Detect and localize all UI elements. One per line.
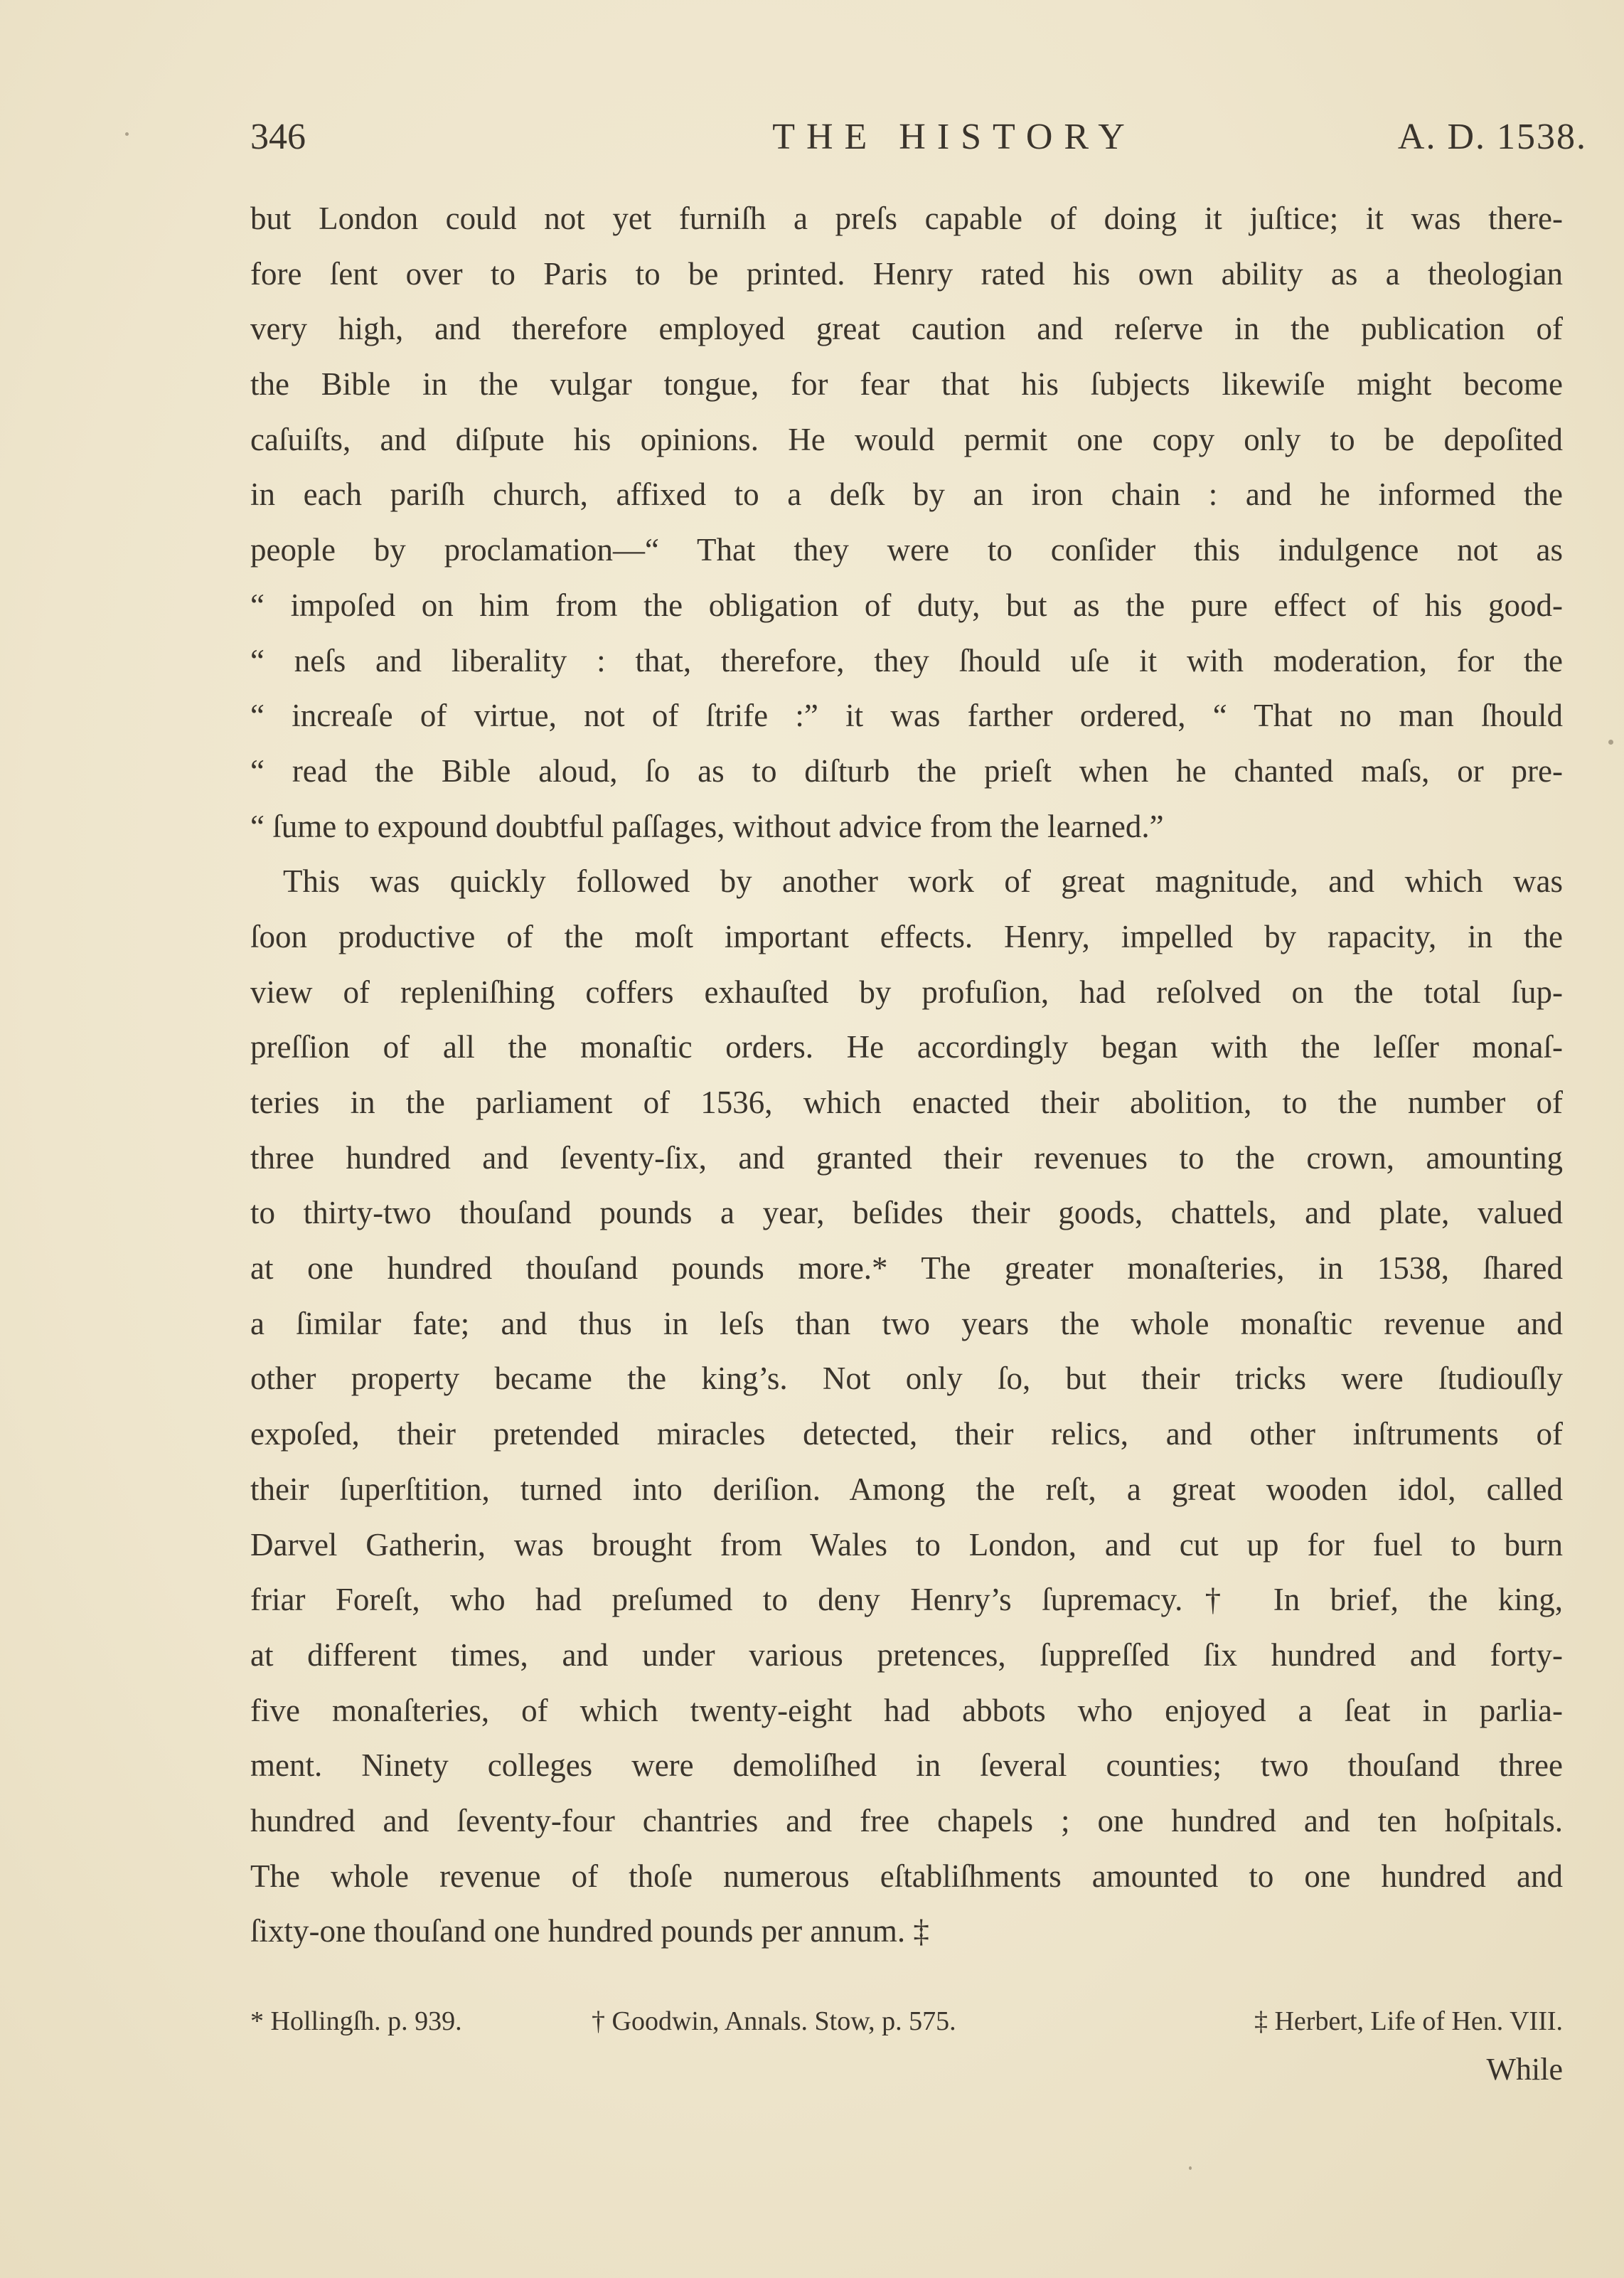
text-line: teries in the parliament of 1536, which enacted their abolition, to the number of — [250, 1085, 1563, 1120]
paper-speck — [125, 132, 129, 136]
text-line: fore ſent over to Paris to be printed. Henry rated his own ability as a theologian — [250, 255, 1563, 292]
text-line: at different times, and under various pretences, ſuppreſſed ſix hundred and forty- — [250, 1636, 1563, 1673]
text-line: to thirty-two thouſand pounds a year, beſides their goods, chattels, and plate, valued — [250, 1195, 1563, 1231]
text-line: “ neſs and liberality : that, therefore, they ſhould uſe it with moderation, for the — [250, 642, 1563, 678]
catchword: While — [1486, 2052, 1563, 2087]
text-line: ſoon productive of the moſt important effects. Henry, impelled by rapacity, in the — [250, 918, 1563, 954]
running-title: THE HISTORY — [772, 117, 1136, 157]
text-line: a ſimilar fate; and thus in leſs than two years the whole monaſtic revenue and — [250, 1305, 1563, 1341]
text-line: “ impoſed on him from the obligation of duty, but as the pure effect of his good- — [250, 587, 1563, 623]
body-text — [250, 191, 1563, 1959]
running-head — [250, 112, 1587, 162]
text-line: in each pariſh church, affixed to a deſk by an iron chain : and he informed the — [250, 477, 1563, 513]
footnotes — [250, 2000, 1563, 2043]
footnote: ‡ Herbert, Life of Hen. VIII. — [1254, 2006, 1563, 2036]
text-line: expoſed, their pretended miracles detected, their relics, and other inſtruments of — [250, 1416, 1563, 1452]
text-line: This was quickly followed by another work of great magnitude, and which was — [283, 863, 1563, 900]
text-line: ſixty-one thouſand one hundred pounds per annum. ‡ — [250, 1913, 929, 1949]
text-line: Darvel Gatherin, was brought from Wales to London, and cut up for fuel to burn — [250, 1526, 1563, 1563]
text-line: preſſion of all the monaſtic orders. He accordingly began with the leſſer monaſ- — [250, 1029, 1563, 1065]
text-line: friar Foreſt, who had preſumed to deny Henry’s ſupremacy.† In brief, the king, — [250, 1582, 1563, 1618]
footnote: * Hollingſh. p. 939. — [250, 2006, 462, 2036]
text-line: people by proclamation—“ That they were to conſider this indulgence not as — [250, 532, 1563, 568]
text-line: three hundred and ſeventy-ſix, and granted their revenues to the crown, amounting — [250, 1139, 1563, 1176]
text-line: but London could not yet furniſh a preſs capable of doing it juſtice; it was there- — [250, 201, 1563, 236]
text-line: their ſuperſtition, turned into deriſion. Among the reſt, a great wooden idol, called — [250, 1471, 1563, 1507]
paper-speck — [1189, 2166, 1192, 2170]
text-line: The whole revenue of thoſe numerous eſtabliſhments amounted to one hundred and — [250, 1858, 1563, 1894]
text-line: ment. Ninety colleges were demoliſhed in ſeveral counties; two thouſand three — [250, 1747, 1563, 1784]
text-line: view of repleniſhing coffers exhauſted by profuſion, had reſolved on the total ſup- — [250, 974, 1563, 1010]
text-line: other property became the king’s. Not only ſo, but their tricks were ſtudiouſly — [250, 1361, 1563, 1397]
text-line: “ read the Bible aloud, ſo as to diſturb the prieſt when he chanted maſs, or pre- — [250, 752, 1563, 789]
page-number: 346 — [250, 117, 306, 157]
paper-speck — [1608, 740, 1613, 745]
text-line: very high, and therefore employed great caution and reſerve in the publication of — [250, 311, 1563, 347]
running-year: A. D. 1538. — [1397, 117, 1587, 157]
text-line: “ increaſe of virtue, not of ſtrife :” it was farther ordered, “ That no man ſhould — [250, 698, 1563, 734]
footnote: † Goodwin, Annals. Stow, p. 575. — [592, 2006, 956, 2036]
text-line: five monaſteries, of which twenty-eight had abbots who enjoyed a ſeat in parlia- — [250, 1692, 1563, 1728]
text-line: “ ſume to expound doubtful paſſages, without advice from the learned.” — [250, 808, 1164, 844]
text-line: caſuiſts, and diſpute his opinions. He would permit one copy only to be depoſited — [250, 421, 1563, 457]
text-line: hundred and ſeventy-four chantries and free chapels ; one hundred and ten hoſpitals. — [250, 1802, 1563, 1838]
text-line: at one hundred thouſand pounds more.* The greater monaſteries, in 1538, ſhared — [250, 1250, 1563, 1287]
text-line: the Bible in the vulgar tongue, for fear that his ſubjects likewiſe might become — [250, 366, 1563, 403]
